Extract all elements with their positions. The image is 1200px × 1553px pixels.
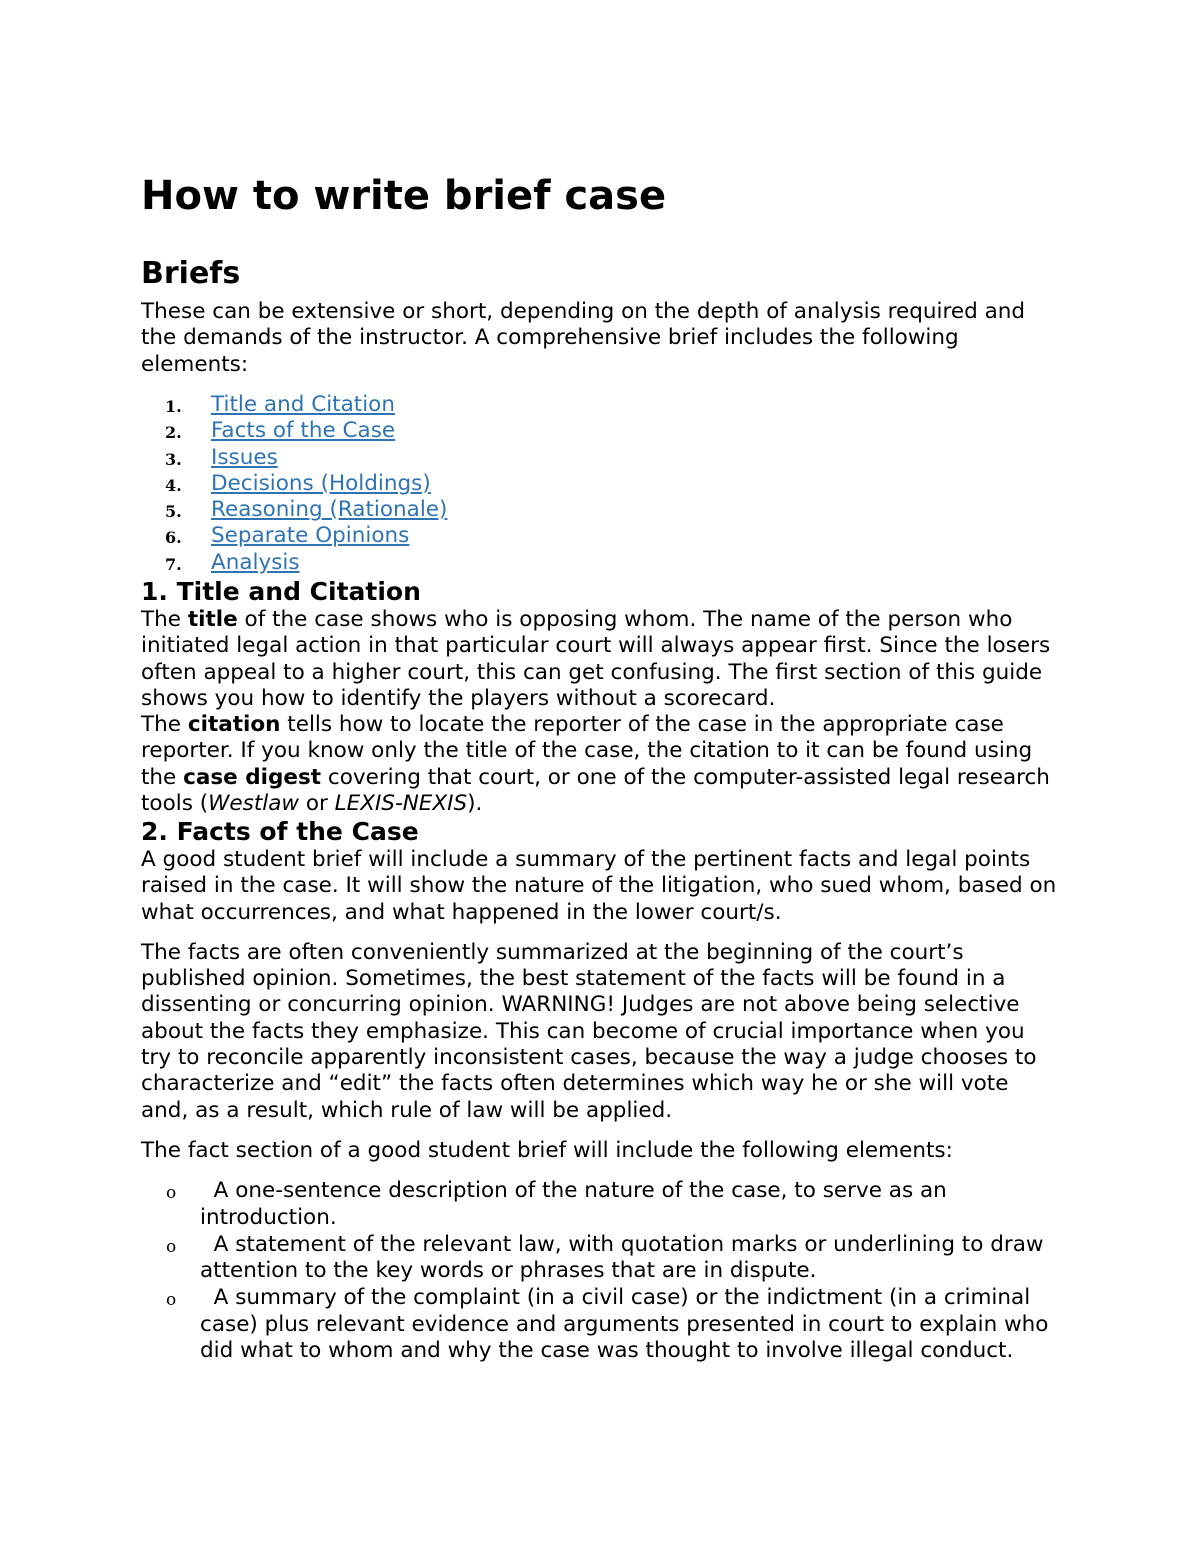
toc-item — [141, 523, 447, 549]
text-run: covering that court, or one of the computer-assisted legal research tools ( — [141, 764, 1050, 817]
list-item — [141, 1178, 1061, 1231]
toc-link-separate-opinions[interactable]: Separate Opinions — [211, 523, 410, 549]
document-title: How to write brief case — [141, 173, 667, 219]
bold-term-citation: citation — [187, 712, 281, 738]
list-item — [141, 1232, 1061, 1285]
toc-number: 7. — [165, 554, 182, 574]
toc-item — [141, 497, 447, 523]
briefs-intro: These can be extensive or short, depending on the depth of analysis required and the demands of the instructor. A comprehensive brief includes the following elements: — [141, 299, 1026, 377]
toc-item — [141, 392, 447, 418]
toc-number: 3. — [165, 449, 182, 469]
text-run: ). — [467, 791, 483, 817]
toc-item — [141, 550, 447, 576]
toc-link-issues[interactable]: Issues — [211, 444, 278, 470]
bold-term-title: title — [187, 607, 238, 632]
list-item — [141, 1285, 1061, 1364]
list-item-text: A statement of the relevant law, with quotation marks or underlining to draw attention to the key words or phrases that are in dispute. — [200, 1231, 1051, 1284]
toc-link-facts-of-the-case[interactable]: Facts of the Case — [211, 418, 396, 444]
bullet-icon: o — [166, 1236, 177, 1257]
facts-paragraph-1: A good student brief will include a summary of the pertinent facts and legal points raised in the case. It will show the nature of the litigation, who sued whom, based on what occurrences, and what happened in the lower court/s. — [141, 847, 1057, 925]
bold-term-case-digest: case digest — [183, 764, 322, 790]
toc-number: 6. — [165, 528, 182, 548]
facts-paragraph-3: The fact section of a good student brief will include the following elements: — [141, 1137, 953, 1163]
text-run: The — [141, 607, 188, 632]
toc-number: 2. — [165, 423, 182, 443]
toc-item — [141, 445, 447, 471]
toc-number: 4. — [165, 475, 182, 495]
text-run: of the case shows who is opposing whom. The name of the person who initiated legal action in that particular court will always appear first. Since the losers often appeal to a higher court, this can get confusing. The first section of this guide shows you how to identify the players without a scorecard. — [141, 607, 1051, 711]
toc-number: 5. — [165, 502, 182, 522]
briefs-heading: Briefs — [141, 256, 241, 291]
toc-link-reasoning[interactable]: Reasoning (Rationale) — [211, 497, 448, 523]
italic-westlaw: Westlaw — [208, 791, 299, 817]
section-heading: 1. Title and Citation — [141, 577, 421, 606]
toc-link-title-and-citation[interactable]: Title and Citation — [211, 392, 395, 417]
text-run: or — [299, 791, 335, 817]
facts-elements-list — [141, 1178, 1061, 1364]
toc-item — [141, 471, 447, 497]
toc-link-decisions[interactable]: Decisions (Holdings) — [211, 470, 431, 496]
text-run: tells how to locate the reporter of the case in the appropriate case reporter. If you know only the title of the case, the citation to it can be found using the — [141, 712, 1033, 790]
text-run: The — [141, 712, 188, 738]
bullet-icon: o — [166, 1183, 177, 1204]
title-paragraph — [141, 607, 1061, 712]
italic-lexis-nexis: LEXIS-NEXIS — [334, 791, 468, 817]
toc-item — [141, 418, 447, 444]
bullet-icon: o — [166, 1290, 177, 1311]
list-item-text: A summary of the complaint (in a civil case) or the indictment (in a criminal case) plus relevant evidence and arguments presented in court to explain who did what to whom and why the case was thought to involve illegal conduct. — [200, 1285, 1056, 1364]
citation-paragraph — [141, 712, 1061, 817]
section-title-and-citation — [141, 577, 1061, 817]
table-of-contents — [141, 392, 447, 576]
toc-number: 1. — [165, 397, 182, 416]
facts-paragraph-2: The facts are often conveniently summarized at the beginning of the court’s published opinion. Sometimes, the best statement of the facts will be found in a dissenting or concurring opinion. WARNING! Judges are not above being selective about the facts they emphasize. This can become of crucial importance when you try to reconcile apparently inconsistent cases, because the way a judge chooses to characterize and “edit” the facts often determines which way he or she will vote and, as a result, which rule of law will be applied. — [141, 939, 1037, 1123]
section-facts-of-the-case — [141, 817, 1061, 1364]
section-heading: 2. Facts of the Case — [141, 817, 419, 846]
toc-link-analysis[interactable]: Analysis — [211, 549, 300, 575]
list-item-text: A one-sentence description of the nature of the case, to serve as an introduction. — [200, 1178, 954, 1230]
